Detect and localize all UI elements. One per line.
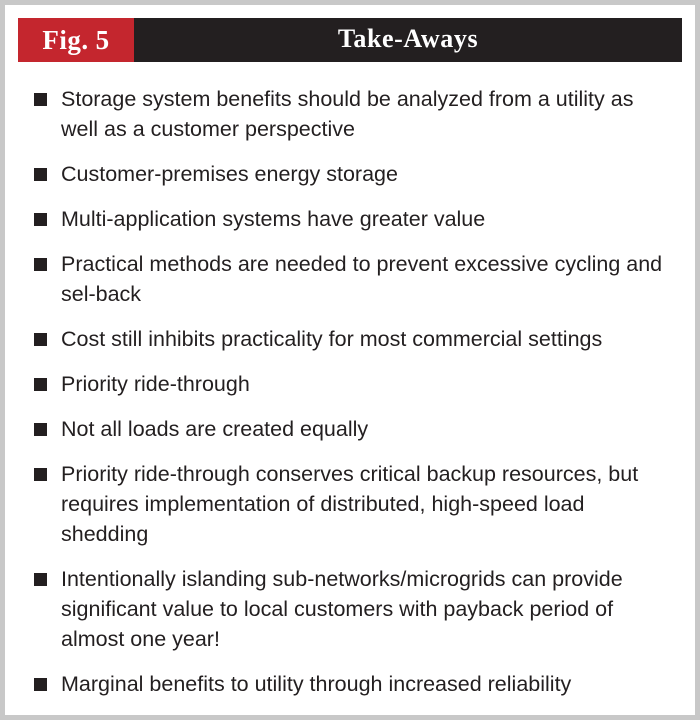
figure-content [10, 62, 690, 724]
figure-tag [18, 18, 134, 62]
list-item [32, 204, 668, 234]
list-item-text: Marginal benefits to utility through increased reliability [61, 672, 572, 696]
list-item-text: Storage system benefits should be analyzed from a utility as well as a customer perspective [61, 87, 634, 141]
list-item-text: Customer-premises energy storage [61, 162, 398, 186]
list-item-text: Cost still inhibits practicality for most commercial settings [61, 327, 603, 351]
square-bullet-icon [34, 468, 47, 481]
list-item [32, 159, 668, 189]
list-item-text: Intentionally islanding sub-networks/microgrids can provide significant value to local customers with payback period of almost one year! [61, 567, 623, 651]
list-item [32, 669, 668, 699]
square-bullet-icon [34, 423, 47, 436]
figure-title: Take-Aways [337, 24, 479, 53]
square-bullet-icon [34, 678, 47, 691]
square-bullet-icon [34, 213, 47, 226]
figure-tag-label: Fig. [42, 24, 89, 55]
list-item-text: Priority ride-through conserves critical backup resources, but requires implementation of distributed, high-speed load shedding [61, 462, 639, 546]
square-bullet-icon [34, 258, 47, 271]
square-bullet-icon [34, 93, 47, 106]
figure-header [18, 18, 682, 62]
square-bullet-icon [34, 378, 47, 391]
list-item-text: Multi-application systems have greater value [61, 207, 486, 231]
list-item [32, 414, 668, 444]
list-item [32, 84, 668, 144]
square-bullet-icon [34, 573, 47, 586]
takeaways-list [32, 84, 668, 699]
figure-title-bar [134, 18, 682, 62]
figure-inner [10, 10, 690, 710]
list-item-text: Practical methods are needed to prevent excessive cycling and sel-back [61, 252, 663, 306]
list-item [32, 324, 668, 354]
list-item [32, 369, 668, 399]
list-item [32, 459, 668, 549]
list-item [32, 564, 668, 654]
list-item-text: Not all loads are created equally [61, 417, 369, 441]
square-bullet-icon [34, 333, 47, 346]
figure-tag-number: 5 [95, 24, 110, 55]
list-item-text: Priority ride-through [61, 372, 250, 396]
square-bullet-icon [34, 168, 47, 181]
list-item [32, 249, 668, 309]
